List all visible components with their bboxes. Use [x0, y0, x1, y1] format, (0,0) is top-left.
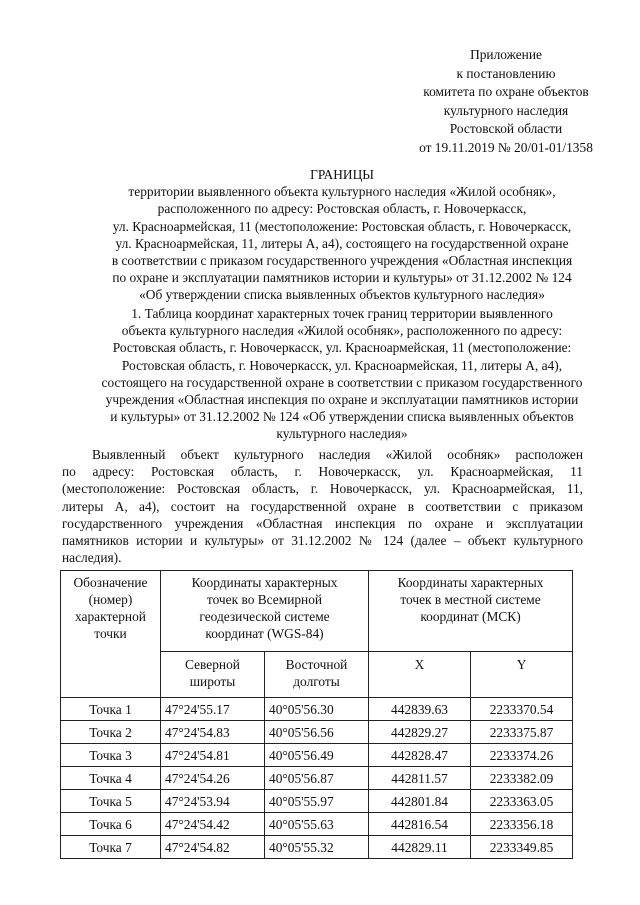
cell-y: 2233374.26	[471, 744, 573, 767]
cell-north: 47°24'54.82	[161, 836, 265, 859]
title-line: территории выявленного объекта культурного наследия «Жилой особняк»,	[128, 184, 556, 200]
appendix-line: от 19.11.2019 № 20/01-01/1358	[419, 139, 593, 155]
appendix-line: к постановлению	[456, 65, 556, 81]
header-wgs84: Координаты характерных точек во Всемирной геодезической системе координат (WGS-84)	[161, 571, 369, 652]
appendix-line: Ростовской области	[449, 121, 563, 137]
paragraph-line: литеры А, а4), состоит на государственной охране в соответствии с приказом	[62, 498, 583, 514]
table-header-row	[61, 571, 573, 652]
cell-east: 40°05'56.49	[265, 744, 369, 767]
cell-east: 40°05'56.87	[265, 767, 369, 790]
title-line: ул. Красноармейская, 11 (местоположение: Ростовская область, г. Новочеркасск,	[112, 218, 572, 234]
cell-north: 47°24'54.26	[161, 767, 265, 790]
table-row	[61, 813, 573, 836]
cell-x: 442828.47	[369, 744, 471, 767]
cell-x: 442816.54	[369, 813, 471, 836]
appendix-line: культурного наследия	[443, 102, 569, 118]
cell-north: 47°24'55.17	[161, 698, 265, 721]
cell-east: 40°05'56.30	[265, 698, 369, 721]
appendix-block	[380, 46, 632, 158]
table-row	[61, 721, 573, 744]
appendix-line: Приложение	[470, 47, 542, 62]
section-line: Ростовская область, г. Новочеркасск, ул. Красноармейская, 11, литеры А, а4),	[121, 357, 563, 373]
cell-point: Точка 5	[61, 790, 161, 813]
cell-north: 47°24'54.42	[161, 813, 265, 836]
table-row	[61, 836, 573, 859]
cell-x: 442811.57	[369, 767, 471, 790]
title-line: по охране и эксплуатации памятников истории и культуры» от 31.12.2002 № 124	[112, 270, 572, 286]
section-line: и культуры» от 31.12.2002 № 124 «Об утверждении списка выявленных объектов	[110, 409, 574, 425]
cell-y: 2233370.54	[471, 698, 573, 721]
subheader-east: Восточной долготы	[265, 652, 369, 698]
cell-east: 40°05'55.32	[265, 836, 369, 859]
cell-east: 40°05'55.97	[265, 790, 369, 813]
section-line: Ростовская область, г. Новочеркасск, ул. Красноармейская, 11 (местоположение:	[112, 340, 572, 356]
paragraph-line: по адресу: Ростовская область, г. Новочеркасск, ул. Красноармейская, 11	[62, 464, 583, 480]
title-block	[52, 166, 632, 304]
header-point-designation: Обозначение (номер) характерной точки	[61, 571, 161, 698]
coordinates-table	[60, 570, 573, 859]
title-line: ул. Красноармейская, 11, литеры А, а4), состоящего на государственной охране	[115, 235, 569, 251]
cell-point: Точка 2	[61, 721, 161, 744]
cell-east: 40°05'56.56	[265, 721, 369, 744]
subheader-north: Северной широты	[161, 652, 265, 698]
table-row	[61, 767, 573, 790]
table-row	[61, 698, 573, 721]
appendix-line: комитета по охране объектов	[423, 84, 589, 100]
cell-y: 2233363.05	[471, 790, 573, 813]
section-line: объекта культурного наследия «Жилой особняк», расположенного по адресу:	[121, 323, 563, 339]
paragraph-line: государственного учреждения «Областная инспекция по охране и эксплуатации	[62, 515, 583, 531]
paragraph-line: (местоположение: Ростовская область, г. Новочеркасск, ул. Красноармейская, 11,	[62, 481, 583, 497]
cell-north: 47°24'53.94	[161, 790, 265, 813]
body-paragraph	[62, 446, 583, 566]
document-title: ГРАНИЦЫ	[310, 167, 374, 182]
cell-y: 2233375.87	[471, 721, 573, 744]
cell-point: Точка 6	[61, 813, 161, 836]
subheader-x: X	[369, 652, 471, 698]
header-msk: Координаты характерных точек в местной системе координат (МСК)	[369, 571, 573, 652]
section-heading	[52, 305, 632, 443]
cell-north: 47°24'54.81	[161, 744, 265, 767]
cell-y: 2233349.85	[471, 836, 573, 859]
section-line: 1. Таблица координат характерных точек границ территории выявленного	[131, 306, 553, 321]
title-line: «Об утверждении списка выявленных объектов культурного наследия»	[139, 287, 545, 303]
cell-x: 442801.84	[369, 790, 471, 813]
cell-east: 40°05'55.63	[265, 813, 369, 836]
cell-point: Точка 4	[61, 767, 161, 790]
cell-point: Точка 1	[61, 698, 161, 721]
cell-x: 442829.27	[369, 721, 471, 744]
table-row	[61, 744, 573, 767]
paragraph-line: наследия).	[62, 550, 122, 566]
subheader-y: Y	[471, 652, 573, 698]
paragraph-line: Выявленный объект культурного наследия «Жилой особняк» расположен	[92, 447, 583, 462]
cell-point: Точка 3	[61, 744, 161, 767]
cell-north: 47°24'54.83	[161, 721, 265, 744]
cell-x: 442839.63	[369, 698, 471, 721]
table-row	[61, 790, 573, 813]
title-line: расположенного по адресу: Ростовская область, г. Новочеркасск,	[157, 201, 527, 217]
paragraph-line: памятников истории и культуры» от 31.12.2002 № 124 (далее – объект культурного	[62, 533, 583, 549]
cell-y: 2233356.18	[471, 813, 573, 836]
cell-point: Точка 7	[61, 836, 161, 859]
section-line: культурного наследия»	[276, 426, 408, 442]
cell-y: 2233382.09	[471, 767, 573, 790]
cell-x: 442829.11	[369, 836, 471, 859]
section-line: состоящего на государственной охране в соответствии с приказом государственного	[101, 374, 583, 390]
section-line: учреждения «Областная инспекция по охране и эксплуатации памятников истории	[105, 392, 579, 408]
title-line: в соответствии с приказом государственного учреждения «Областная инспекция	[111, 253, 573, 269]
